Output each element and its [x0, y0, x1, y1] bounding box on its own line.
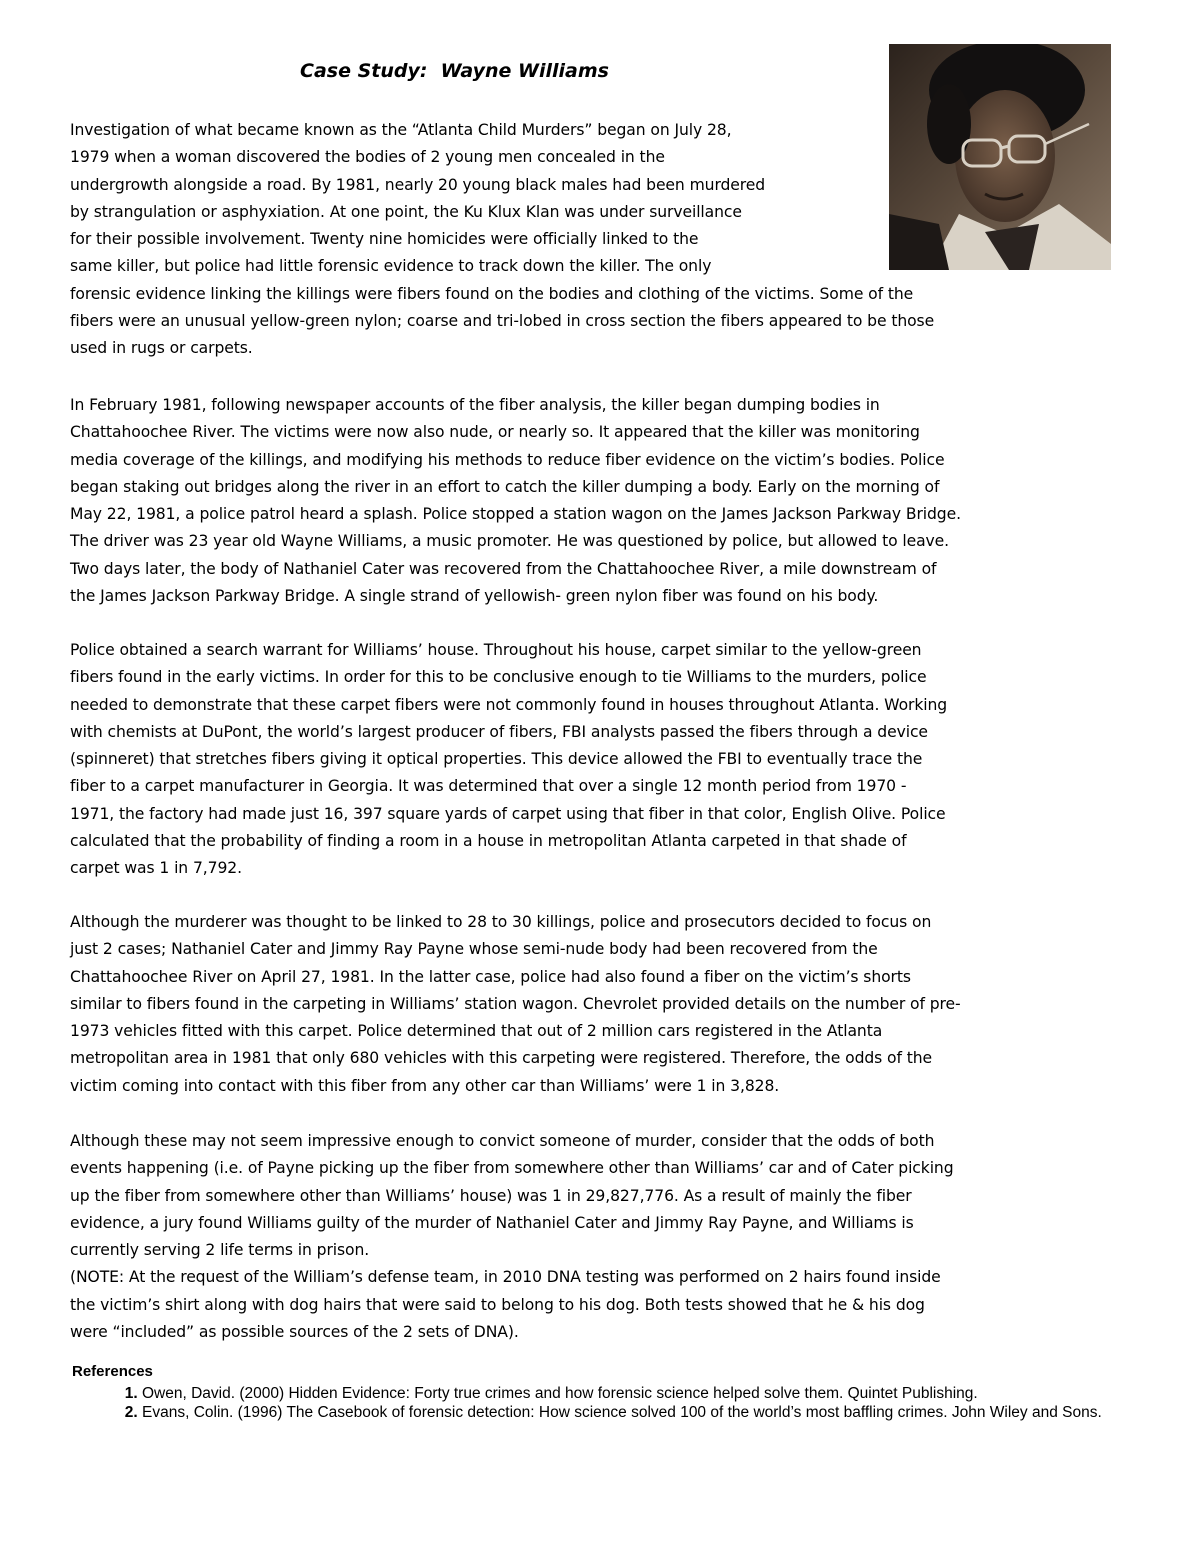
text-line: currently serving 2 life terms in prison.	[70, 1241, 370, 1260]
text-line: Although the murderer was thought to be linked to 28 to 30 killings, police and prosecutors decided to focus on	[70, 913, 932, 931]
text-line: Two days later, the body of Nathaniel Cater was recovered from the Chattahoochee River, a mile downstream of	[70, 559, 937, 578]
text-line: events happening (i.e. of Payne picking up the fiber from somewhere other than Williams’ car and of Cater picking	[70, 1159, 954, 1178]
text-line: the victim’s shirt along with dog hairs that were said to belong to his dog. Both tests showed that he & his dog	[70, 1295, 925, 1314]
text-line: (NOTE: At the request of the William’s defense team, in 2010 DNA testing was performed on 2 hairs found inside	[70, 1268, 941, 1287]
reference-item: 1. Owen, David. (2000) Hidden Evidence: Forty true crimes and how forensic science helped solve them. Quintet Publishing.	[142, 1384, 1112, 1403]
text-line: fiber to a carpet manufacturer in Georgia. It was determined that over a single 12 month period from 1970 -	[70, 777, 907, 796]
text-line: by strangulation or asphyxiation. At one point, the Ku Klux Klan was under surveillance	[70, 202, 742, 221]
paragraph-2	[70, 392, 961, 610]
text-line: just 2 cases; Nathaniel Cater and Jimmy Ray Payne whose semi-nude body had been recovered from the	[70, 940, 878, 959]
text-line: up the fiber from somewhere other than Williams’ house) was 1 in 29,827,776. As a result of mainly the fiber	[70, 1186, 912, 1205]
text-line: evidence, a jury found Williams guilty of the murder of Nathaniel Cater and Jimmy Ray Payne, and Williams is	[70, 1213, 914, 1232]
paragraph-5	[70, 1128, 954, 1346]
references-section	[72, 1362, 1112, 1422]
text-line: Police obtained a search warrant for Williams’ house. Throughout his house, carpet similar to the yellow-green	[70, 641, 922, 659]
text-line: In February 1981, following newspaper accounts of the fiber analysis, the killer began dumping bodies in	[70, 396, 880, 414]
text-line: same killer, but police had little forensic evidence to track down the killer. The only	[70, 257, 712, 276]
text-line: similar to fibers found in the carpeting in Williams’ station wagon. Chevrolet provided details on the number of pre-	[70, 994, 961, 1013]
text-line: Chattahoochee River on April 27, 1981. In the latter case, police had also found a fiber on the victim’s shorts	[70, 967, 911, 986]
text-line: Chattahoochee River. The victims were now also nude, or nearly so. It appeared that the killer was monitoring	[70, 423, 920, 442]
text-line: needed to demonstrate that these carpet fibers were not commonly found in houses throughout Atlanta. Working	[70, 695, 948, 714]
page-title: Case Study: Wayne Williams	[300, 60, 609, 82]
text-line: used in rugs or carpets.	[70, 339, 253, 358]
references-list	[72, 1384, 1112, 1422]
text-line: calculated that the probability of finding a room in a house in metropolitan Atlanta carpeted in that shade of	[70, 832, 907, 851]
text-line: were “included” as possible sources of the 2 sets of DNA).	[70, 1323, 519, 1342]
text-line: forensic evidence linking the killings were fibers found on the bodies and clothing of the victims. Some of the	[70, 284, 914, 303]
text-line: Although these may not seem impressive enough to convict someone of murder, consider that the odds of both	[70, 1132, 935, 1150]
text-line: undergrowth alongside a road. By 1981, nearly 20 young black males had been murdered	[70, 175, 766, 194]
text-line: (spinneret) that stretches fibers giving it optical properties. This device allowed the FBI to eventually trace the	[70, 750, 923, 769]
reference-item: 2. Evans, Colin. (1996) The Casebook of forensic detection: How science solved 100 of the world’s most baffling crimes. John Wiley and Sons.	[142, 1403, 1112, 1422]
paragraph-1	[70, 117, 934, 363]
text-line: fibers found in the early victims. In order for this to be conclusive enough to tie Williams to the murders, police	[70, 668, 927, 687]
text-line: the James Jackson Parkway Bridge. A single strand of yellowish- green nylon fiber was found on his body.	[70, 587, 879, 606]
text-line: May 22, 1981, a police patrol heard a splash. Police stopped a station wagon on the James Jackson Parkway Bridge.	[70, 505, 961, 524]
paragraph-4	[70, 909, 961, 1100]
text-line: fibers were an unusual yellow-green nylon; coarse and tri-lobed in cross section the fibers appeared to be those	[70, 312, 935, 331]
text-line: metropolitan area in 1981 that only 680 vehicles with this carpeting were registered. Therefore, the odds of the	[70, 1049, 933, 1068]
text-line: carpet was 1 in 7,792.	[70, 859, 242, 878]
text-line: media coverage of the killings, and modifying his methods to reduce fiber evidence on the victim’s bodies. Police	[70, 450, 945, 469]
text-line: victim coming into contact with this fiber from any other car than Williams’ were 1 in 3,828.	[70, 1076, 780, 1095]
text-line: for their possible involvement. Twenty nine homicides were officially linked to the	[70, 230, 699, 249]
text-line: with chemists at DuPont, the world’s largest producer of fibers, FBI analysts passed the fibers through a device	[70, 722, 928, 741]
text-line: 1973 vehicles fitted with this carpet. Police determined that out of 2 million cars registered in the Atlanta	[70, 1022, 883, 1041]
text-line: 1979 when a woman discovered the bodies of 2 young men concealed in the	[70, 148, 665, 167]
text-line: The driver was 23 year old Wayne Williams, a music promoter. He was questioned by police, but allowed to leave.	[70, 532, 950, 551]
paragraph-3	[70, 637, 947, 883]
references-heading: References	[72, 1363, 153, 1380]
text-line: began staking out bridges along the river in an effort to catch the killer dumping a body. Early on the morning of	[70, 477, 940, 496]
text-line: 1971, the factory had made just 16, 397 square yards of carpet using that fiber in that color, English Olive. Police	[70, 804, 946, 823]
text-line: Investigation of what became known as the “Atlanta Child Murders” began on July 28,	[70, 121, 732, 139]
